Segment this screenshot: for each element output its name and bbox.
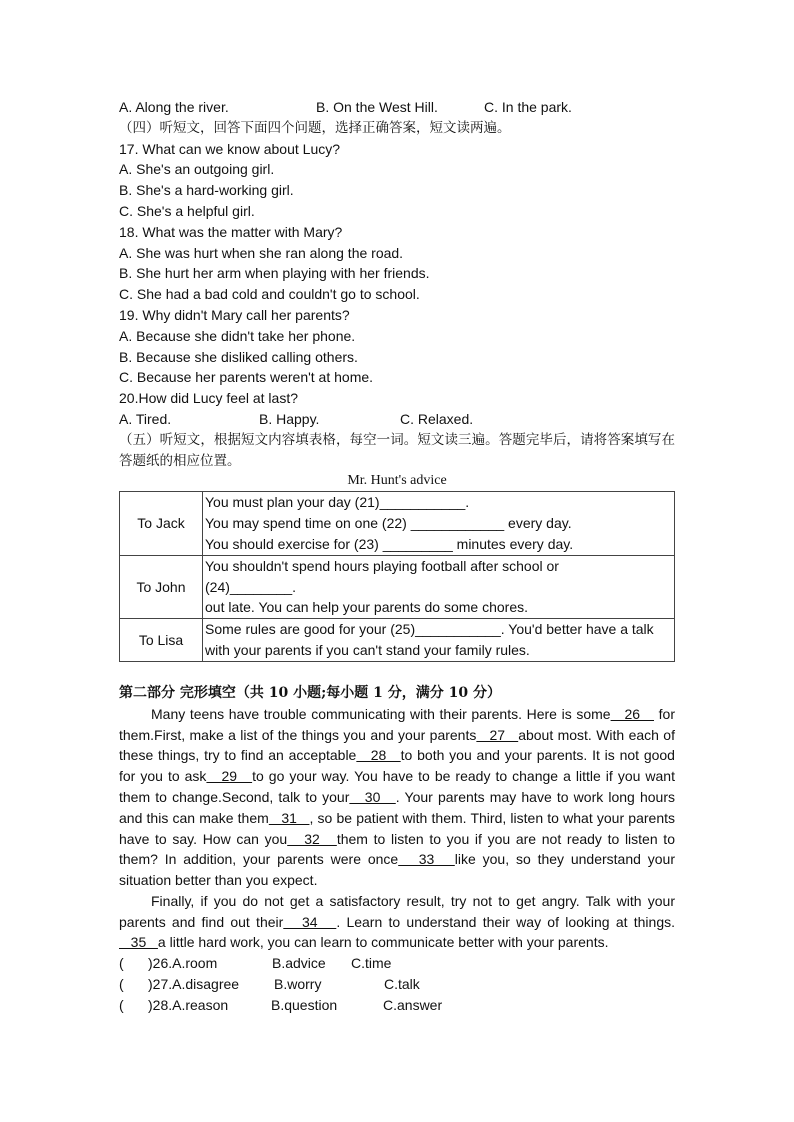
cloze-blank-32: 32 — [287, 830, 337, 847]
option-c: C. Relaxed. — [400, 410, 474, 427]
row-line: You may spend time on one (22) ____________ every day. — [205, 515, 572, 532]
q20-options — [119, 409, 675, 430]
answer-paren: ( — [119, 976, 124, 993]
question-stem: 18. What was the matter with Mary? — [119, 223, 343, 240]
choice-a: )28.A.reason — [148, 996, 229, 1013]
row-line: with your parents if you can't stand your family rules. — [205, 641, 530, 658]
cloze-paragraph-1 — [119, 704, 675, 891]
choice-a: )27.A.disagree — [148, 976, 240, 993]
question-stem: 19. Why didn't Mary call her parents? — [119, 306, 350, 323]
cloze-blank-31: 31 — [268, 809, 310, 826]
question-stem: 17. What can we know about Lucy? — [119, 140, 341, 157]
row-head: To John — [120, 555, 203, 618]
row-content — [203, 492, 675, 555]
table-row — [120, 555, 675, 618]
cloze-text: . Learn to understand their way of looking at things. — [336, 913, 675, 930]
choice-b: B.worry — [274, 976, 322, 993]
question-18 — [119, 222, 675, 305]
option-a: A. Along the river. — [119, 99, 229, 115]
option-b: B. Happy. — [259, 410, 320, 427]
choice-c: C.time — [351, 955, 392, 972]
row-line: You must plan your day (21)___________. — [205, 494, 470, 511]
choice-c: C.talk — [384, 976, 420, 993]
row-line: out late. You can help your parents do some chores. — [205, 599, 528, 616]
cloze-text: like you, so they understand your situation better than you expect. — [119, 851, 675, 889]
option-c: C. She had a bad cold and couldn't go to school. — [119, 286, 420, 303]
cloze-text: to go your way. You have to be ready to change a little if you want them to change.Second, talk to your — [119, 768, 675, 805]
cloze-text: about most. With each of these things, try to find an acceptable — [119, 726, 675, 764]
row-head: To Lisa — [120, 619, 203, 662]
option-b: B. Because she disliked calling others. — [119, 348, 358, 365]
question-stem: 20.How did Lucy feel at last? — [119, 390, 298, 407]
question-19 — [119, 305, 675, 388]
table-row — [120, 492, 675, 555]
cloze-blank-30: 30 — [349, 788, 396, 805]
cloze-blank-33: 33 — [398, 851, 455, 868]
option-a: A. She was hurt when she ran along the road. — [119, 244, 404, 261]
cloze-text: Many teens have trouble communicating with their parents. Here is some — [151, 705, 611, 722]
row-head: To Jack — [120, 492, 203, 555]
option-b: B. On the West Hill. — [316, 99, 438, 115]
option-a: A. Because she didn't take her phone. — [119, 327, 356, 344]
row-line: You shouldn't spend hours playing football after school or — [205, 557, 559, 574]
row-line: You should exercise for (23) _________ minutes every day. — [205, 535, 574, 552]
option-a: A. Tired. — [119, 410, 172, 427]
row-content — [203, 619, 675, 662]
table-row — [120, 619, 675, 662]
choice-b: B.advice — [272, 955, 326, 972]
cloze-text: Finally, if you do not get a satisfactory result, try not to get angry. Talk with your parents and find out their — [119, 892, 675, 930]
cloze-blank-27: 27 — [476, 726, 519, 743]
row-line: (24)________. — [205, 578, 297, 595]
cloze-text: for them.First, make a list of the things you and your parents — [119, 705, 675, 743]
cloze-blank-35: 35 — [119, 934, 158, 951]
cloze-text: , so be patient with them. Third, listen to what your parents have to say. How can you — [119, 809, 676, 847]
cloze-paragraph-2 — [119, 891, 675, 953]
choice-a: )26.A.room — [148, 955, 218, 972]
choice-c: C.answer — [383, 996, 443, 1013]
answer-paren: ( — [119, 996, 124, 1013]
option-a: A. She's an outgoing girl. — [119, 161, 275, 178]
option-b: B. She's a hard-working girl. — [119, 182, 294, 199]
table-title: Mr. Hunt's advice — [347, 473, 447, 489]
cloze-text: them to listen to you if you are not ready to listen to them? In addition, your parents were once — [119, 830, 675, 868]
question-20 — [119, 388, 675, 430]
advice-table — [119, 491, 675, 661]
cloze-blank-34: 34 — [283, 913, 337, 930]
question-17 — [119, 139, 675, 222]
part5-instruction: （五）听短文，根据短文内容填表格，每空一词。短文读三遍。答题完毕后，请将答案填写在答题纸的相应位置。 — [119, 431, 675, 469]
option-c: C. In the park. — [484, 99, 572, 115]
part4-instruction: （四）听短文，回答下面四个问题，选择正确答案，短文读两遍。 — [119, 119, 511, 136]
cloze-blank-26: 26 — [610, 705, 654, 722]
cloze-blank-29: 29 — [206, 768, 253, 785]
choice-b: B.question — [271, 996, 338, 1013]
cloze-blank-28: 28 — [356, 747, 401, 764]
row-content — [203, 555, 675, 618]
option-c: C. Because her parents weren't at home. — [119, 369, 374, 386]
cloze-text: a little hard work, you can learn to communicate better with your parents. — [157, 934, 609, 951]
q16-options — [119, 97, 675, 118]
option-b: B. She hurt her arm when playing with her friends. — [119, 265, 430, 282]
choice-row-27 — [119, 974, 675, 995]
part2-title: 第二部分 完形填空（共 10 小题;每小题 1 分，满分 10 分） — [119, 684, 501, 701]
exam-page — [119, 97, 675, 1016]
choice-row-26 — [119, 953, 675, 974]
row-line: Some rules are good for your (25)___________. You'd better have a talk — [205, 621, 654, 638]
cloze-choices — [119, 953, 675, 1015]
answer-paren: ( — [119, 955, 124, 972]
cloze-text: to both you and your parents. It is not good for you to ask — [119, 747, 675, 785]
cloze-text: . Your parents may have to work long hours and this can make them — [119, 788, 675, 826]
option-c: C. She's a helpful girl. — [119, 202, 255, 219]
choice-row-28 — [119, 995, 675, 1016]
